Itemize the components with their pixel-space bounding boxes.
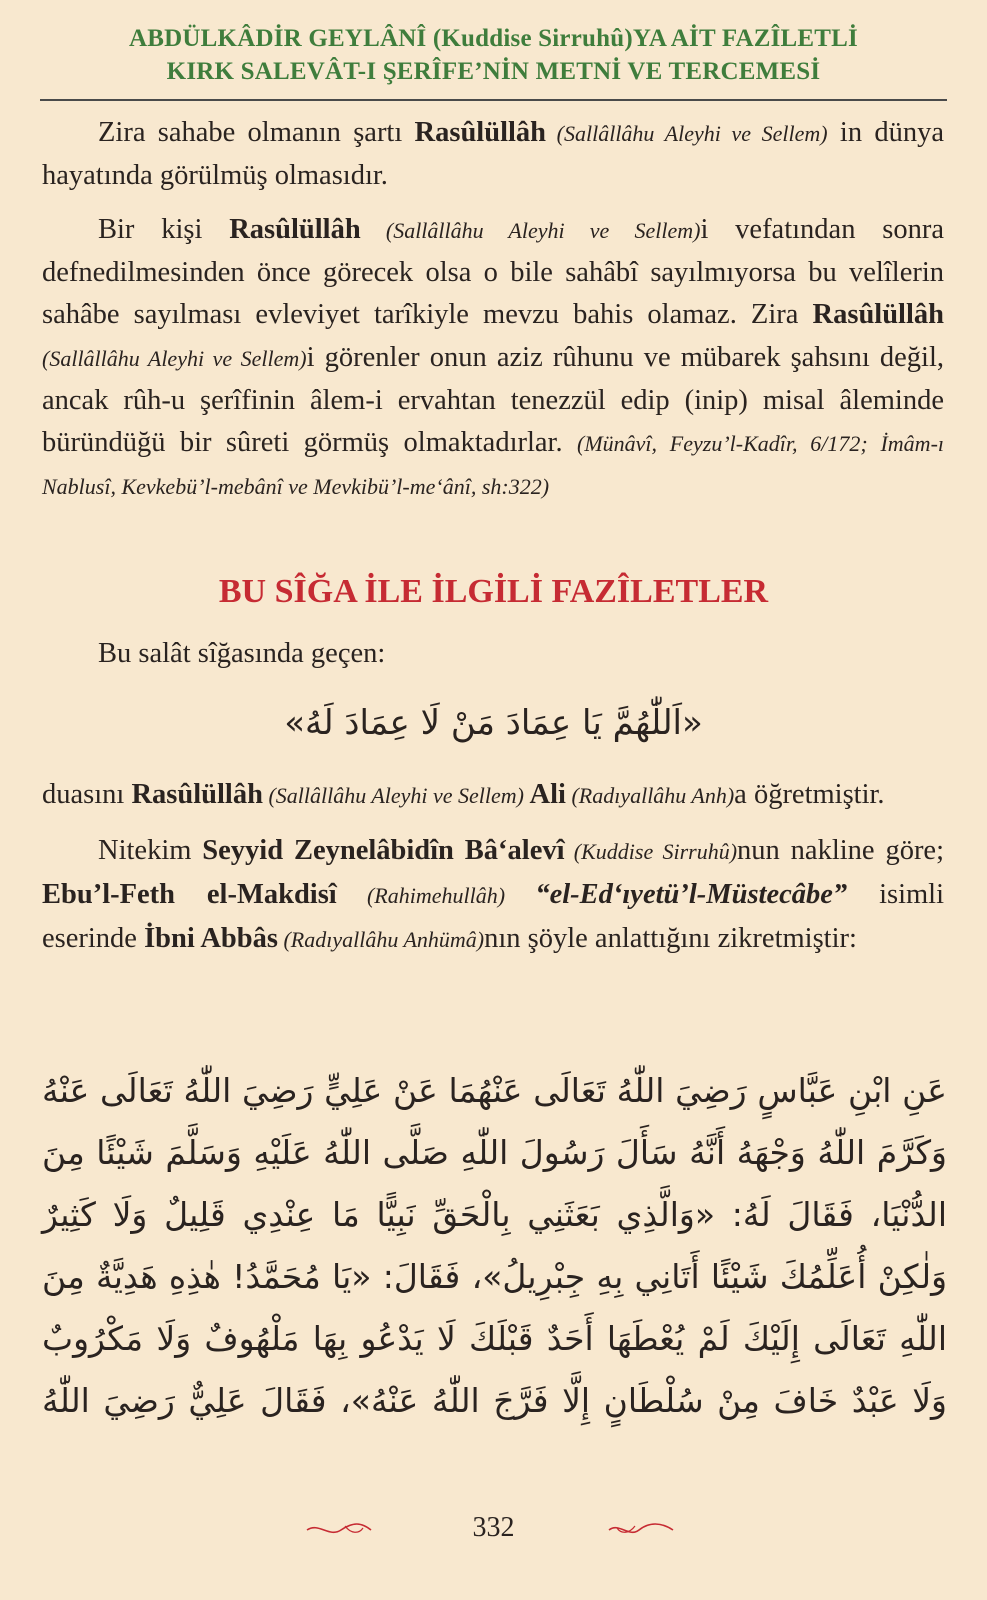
body-text-top: [42, 112, 944, 508]
text-span: a öğretmiştir.: [734, 779, 885, 810]
text-span: in dünya hayatında görülmüş olmasıdır.: [42, 117, 944, 191]
paragraph-1: [42, 112, 944, 197]
bold-span: Rasûlüllâh: [414, 117, 547, 148]
text-span: isimli eserinde: [42, 879, 944, 954]
text-span: i görenler onun aziz rûhunu ve mübarek şahsını değil, ancak rûh-u şerîfinin âlem-i ervahtan tenezzül edip (inip) misal âleminde büründüğü bir sûreti görmüş olmaktadırlar.: [42, 342, 944, 458]
italic-span: (Sallâllâhu Aleyhi ve Sellem): [42, 346, 307, 371]
bold-span: Ebu’l-Feth el-Makdisî: [42, 879, 337, 910]
italic-span: (Sallâllâhu Aleyhi ve Sellem): [262, 783, 530, 808]
text-span: i vefatından sonra defnedilmesinden önce görecek olsa o bile sahâbî sayılmıyorsa bu velîlerin sahâbe sayılması evleviyet tarîkiyle mevzu bahis olamaz. Zira: [42, 214, 944, 330]
page-footer: [0, 1510, 987, 1550]
text-span: nın şöyle anlattığını zikretmiştir:: [484, 923, 857, 954]
arabic-dua: «اَللّٰهُمَّ يَا عِمَادَ مَنْ لَا عِمَادَ لَهُ»: [284, 703, 703, 743]
bold-span: Rasûlüllâh: [131, 779, 263, 810]
paragraph-3: [42, 773, 944, 817]
text-span: Zira sahabe olmanın şartı: [98, 117, 415, 148]
italic-span: (Radıyallâhu Anh): [565, 783, 735, 808]
intro-line: Bu salât sîğasında geçen:: [98, 638, 386, 669]
italic-span: (Sallâllâhu Aleyhi ve Sellem): [360, 218, 701, 243]
bold-span: Seyyid Zeynelâbidîn Bâ‘alevî: [202, 835, 565, 866]
italic-span: (Rahimehullâh): [336, 883, 536, 908]
text-span: Bir kişi: [98, 214, 230, 245]
bold-span: Rasûlüllâh: [229, 214, 361, 245]
arabic-hadith: عَنِ ابْنِ عَبَّاسٍ رَضِيَ اللّٰهُ تَعَالَى عَنْهُمَا عَنْ عَلِيٍّ رَضِيَ اللّٰهُ تَعَالَى عَنْهُ وَكَرَّمَ اللّٰهُ وَجْهَهُ أَنَّهُ سَأَلَ رَسُولَ اللّٰهِ صَلَّى اللّٰهُ عَلَيْهِ وَسَلَّمَ شَيْئًا مِنَ الدُّنْيَا، فَقَالَ لَهُ: «وَالَّذِي بَعَثَنِي بِالْحَقِّ نَبِيًّا مَا عِنْدِي قَلِيلٌ وَلَا كَثِيرٌ وَلٰكِنْ أُعَلِّمُكَ شَيْئًا أَتَانِي بِهِ جِبْرِيلُ»، فَقَالَ: «يَا مُحَمَّدُ! هٰذِهِ هَدِيَّةٌ مِنَ اللّٰهِ تَعَالَى إِلَيْكَ لَمْ يُعْطَهَا أَحَدٌ قَبْلَكَ لَا يَدْعُو بِهَا مَلْهُوفٌ وَلَا مَكْرُوبٌ وَلَا عَبْدٌ خَافَ مِنْ سُلْطَانٍ إِلَّا فَرَّجَ اللّٰهُ عَنْهُ»، فَقَالَ عَلِيٌّ رَضِيَ اللّٰهُ: [42, 1071, 947, 1420]
paragraph-2: [42, 209, 944, 508]
italic-span: (Kuddise Sirruhû): [564, 839, 738, 864]
book-title: “el-Ed‘ıyetü’l-Müstecâbe”: [535, 879, 848, 910]
bold-span: İbni Abbâs: [144, 923, 278, 954]
bold-span: Rasûlüllâh: [812, 299, 944, 330]
header-divider: [40, 99, 947, 101]
flourish-right-icon: [605, 1520, 675, 1540]
text-span: duasını: [42, 779, 132, 810]
bold-span: Ali: [529, 779, 566, 810]
text-span: Nitekim: [98, 835, 203, 866]
header-line-2: KIRK SALEVÂT-I ŞERÎFE’NİN METNİ VE TERCEMESİ: [166, 58, 821, 85]
text-span: nun nakline göre;: [737, 835, 945, 866]
header-line-1: ABDÜLKÂDİR GEYLÂNÎ (Kuddise Sirruhû)YA AİT FAZÎLETLİ: [129, 25, 858, 52]
italic-span: (Radıyallâhu Anhümâ): [277, 927, 485, 952]
page-number: 332: [472, 1512, 515, 1543]
section-title: BU SÎĞA İLE İLGİLİ FAZÎLETLER: [218, 573, 769, 610]
paragraph-4: [42, 829, 944, 961]
body-text-middle: [42, 773, 944, 961]
italic-span: (Sallâllâhu Aleyhi ve Sellem): [546, 121, 828, 146]
running-header: [40, 22, 947, 88]
citation: (Münâvî, Feyzu’l-Kadîr, 6/172; İmâm-ı Nablusî, Kevkebü’l-mebânî ve Mevkibü’l-me‘ânî, sh:322): [42, 431, 945, 499]
